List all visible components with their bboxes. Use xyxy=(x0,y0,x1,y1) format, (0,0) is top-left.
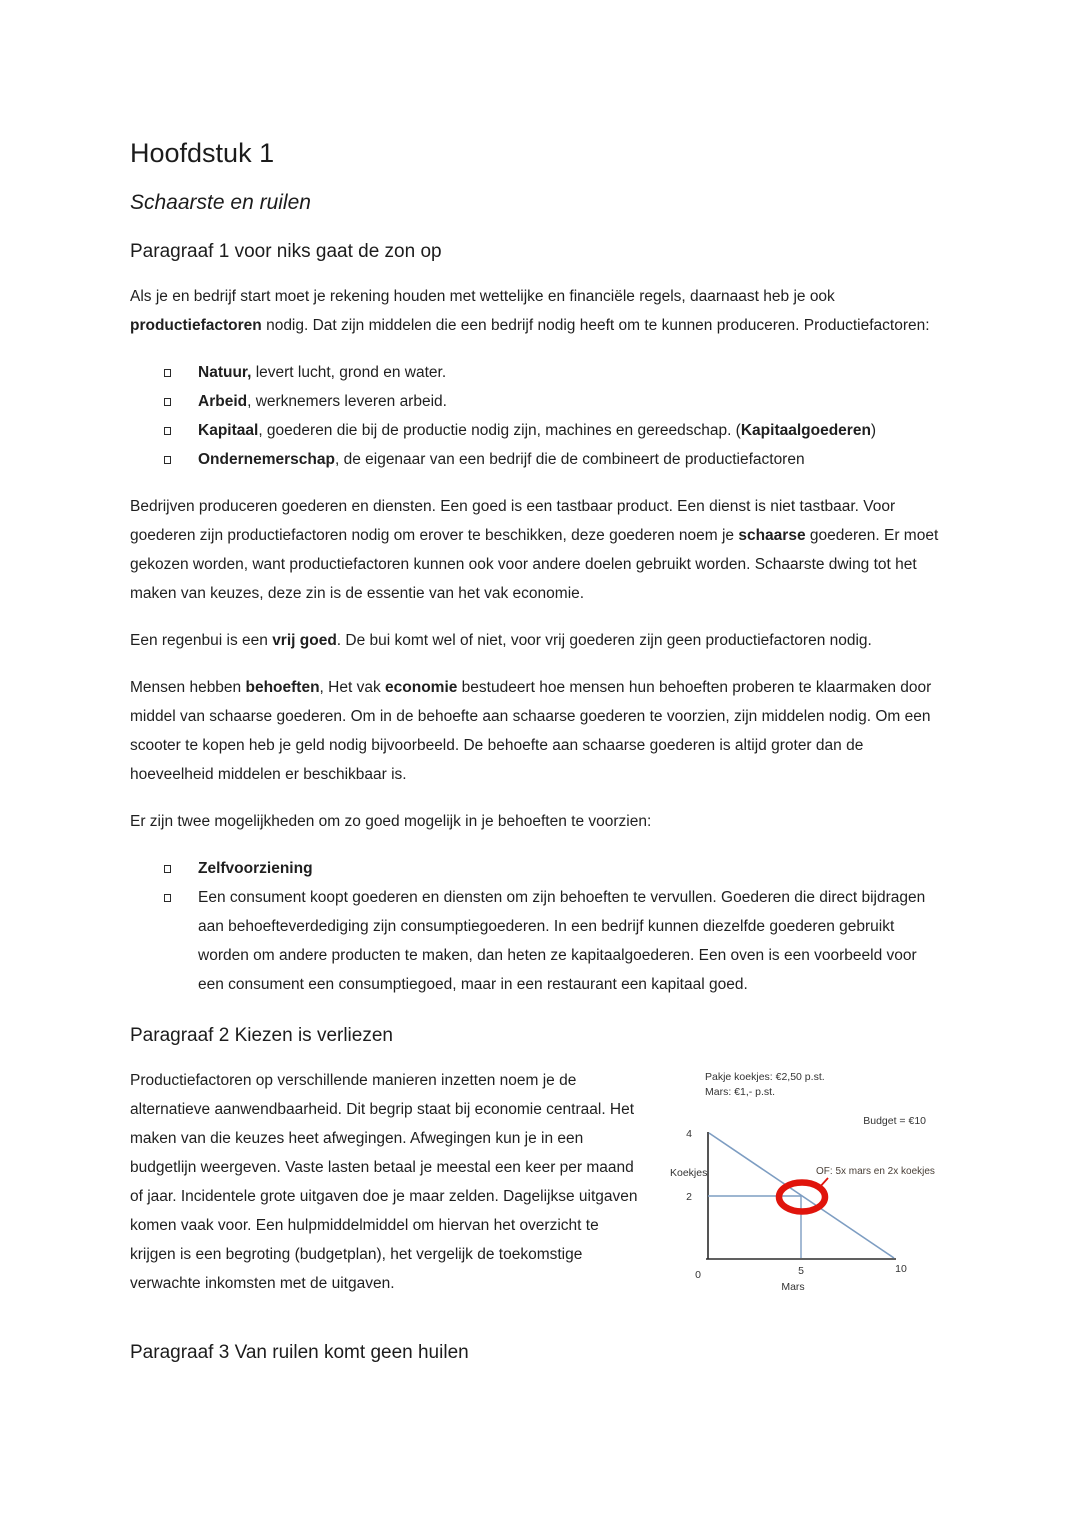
x-tick-0: 0 xyxy=(695,1268,701,1281)
list-item-text: Kapitaal, goederen die bij de productie nodig zijn, machines en gereedschap. (Kapitaalgoederen) xyxy=(198,421,877,439)
list-item-text: Ondernemerschap, de eigenaar van een bedrijf die de combineert de productiefactoren xyxy=(198,450,805,468)
x-axis-label: Mars xyxy=(781,1280,805,1293)
square-bullet-icon xyxy=(164,865,171,873)
chart-annotation: OF: 5x mars en 2x koekjes xyxy=(816,1165,935,1177)
x-tick-5: 5 xyxy=(798,1264,804,1277)
list-item-text: Zelfvoorziening xyxy=(198,859,313,877)
paragraph3-heading: Paragraaf 3 Van ruilen komt geen huilen xyxy=(130,1341,469,1363)
y-tick-2: 2 xyxy=(686,1190,692,1203)
paragraph-twee-mogelijkheden: Er zijn twee mogelijkheden om zo goed mogelijk in je behoeften te voorzien: xyxy=(130,812,652,830)
list-item-natuur xyxy=(164,358,942,387)
paragraph2-body: Productiefactoren op verschillende manieren inzetten noem je de alternatieve aanwendbaarheid. Dit begrip staat bij economie centraal. Het maken van die keuzes heet afwegingen. Afwegingen kun je in een budgetlijn weergeven. Vaste lasten betaal je meestal een keer per maand of jaar. Incidentele grote uitgaven doe je maar zelden. Dagelijkse uitgaven komen vaak voor. Een hulpmiddelmiddel om hiervan het overzicht te krijgen is een begroting (budgetplan), het vergelijk de toekomstige verwachte inkomsten met de uitgaven. xyxy=(130,1071,638,1292)
budget-line-chart xyxy=(660,1066,942,1298)
highlight-ellipse-icon xyxy=(779,1182,825,1211)
square-bullet-icon xyxy=(164,427,171,435)
y-axis-label: Koekjes xyxy=(670,1166,708,1179)
document-subtitle: Schaarste en ruilen xyxy=(130,191,311,215)
budget-chart-svg xyxy=(660,1066,942,1298)
productiefactoren-list xyxy=(130,358,942,474)
paragraph2-row xyxy=(130,1066,942,1298)
chart-budget-label: Budget = €10 xyxy=(863,1114,926,1127)
chart-price-note-koekjes: Pakje koekjes: €2,50 p.st. xyxy=(705,1070,825,1083)
list-item-consument xyxy=(164,883,942,999)
square-bullet-icon xyxy=(164,369,171,377)
list-item-text: Een consument koopt goederen en diensten om zijn behoeften te vervullen. Goederen die direct bijdragen aan behoefteverdediging zijn consumptiegoederen. In een bedrijf kunnen diezelfde goederen gebruikt worden om andere producten te maken, dan heten ze kapitaalgoederen. Een oven is een voorbeeld voor een consument een consumptiegoed, maar in een restaurant een kapitaal goed. xyxy=(198,888,926,993)
paragraph-behoeften: Mensen hebben behoeften, Het vak economie bestudeert hoe mensen hun behoeften proberen te klaarmaken door middel van schaarse goederen. Om in de behoefte aan schaarse goederen te voorzien, zijn middelen nodig. Om een scooter te kopen heb je geld nodig bijvoorbeeld. De behoefte aan schaarse goederen is altijd groter dan de hoeveelheid middelen er beschikbaar is. xyxy=(130,678,932,783)
mogelijkheden-list xyxy=(130,854,942,999)
document-title: Hoofdstuk 1 xyxy=(130,138,275,168)
paragraph1-intro: Als je en bedrijf start moet je rekening houden met wettelijke en financiële regels, daarnaast heb je ook productiefactoren nodig. Dat zijn middelen die een bedrijf nodig heeft om te kunnen produceren. Productiefactoren: xyxy=(130,287,930,334)
list-item-arbeid xyxy=(164,387,942,416)
list-item-kapitaal xyxy=(164,416,942,445)
list-item-text: Natuur, levert lucht, grond en water. xyxy=(198,363,447,381)
paragraph-bedrijven: Bedrijven produceren goederen en diensten. Een goed is een tastbaar product. Een dienst is niet tastbaar. Voor goederen zijn productiefactoren nodig om erover te beschikken, deze goederen noem je schaarse goederen. Er moet gekozen worden, want productiefactoren kunnen ook voor andere doelen gebruikt worden. Schaarste dwing tot het maken van keuzes, deze zin is de essentie van het vak economie. xyxy=(130,497,939,602)
y-tick-4: 4 xyxy=(686,1127,692,1140)
square-bullet-icon xyxy=(164,398,171,406)
square-bullet-icon xyxy=(164,456,171,464)
square-bullet-icon xyxy=(164,894,171,902)
list-item-zelfvoorziening xyxy=(164,854,942,883)
paragraph2-heading: Paragraaf 2 Kiezen is verliezen xyxy=(130,1024,393,1046)
vertical-spacer xyxy=(130,1298,942,1342)
x-tick-10: 10 xyxy=(895,1262,907,1275)
paragraph-regenbui: Een regenbui is een vrij goed. De bui komt wel of niet, voor vrij goederen zijn geen productiefactoren nodig. xyxy=(130,631,872,649)
paragraph1-heading: Paragraaf 1 voor niks gaat de zon op xyxy=(130,241,442,263)
chart-price-note-mars: Mars: €1,- p.st. xyxy=(705,1085,776,1098)
list-item-text: Arbeid, werknemers leveren arbeid. xyxy=(198,392,447,410)
list-item-ondernemerschap xyxy=(164,445,942,474)
